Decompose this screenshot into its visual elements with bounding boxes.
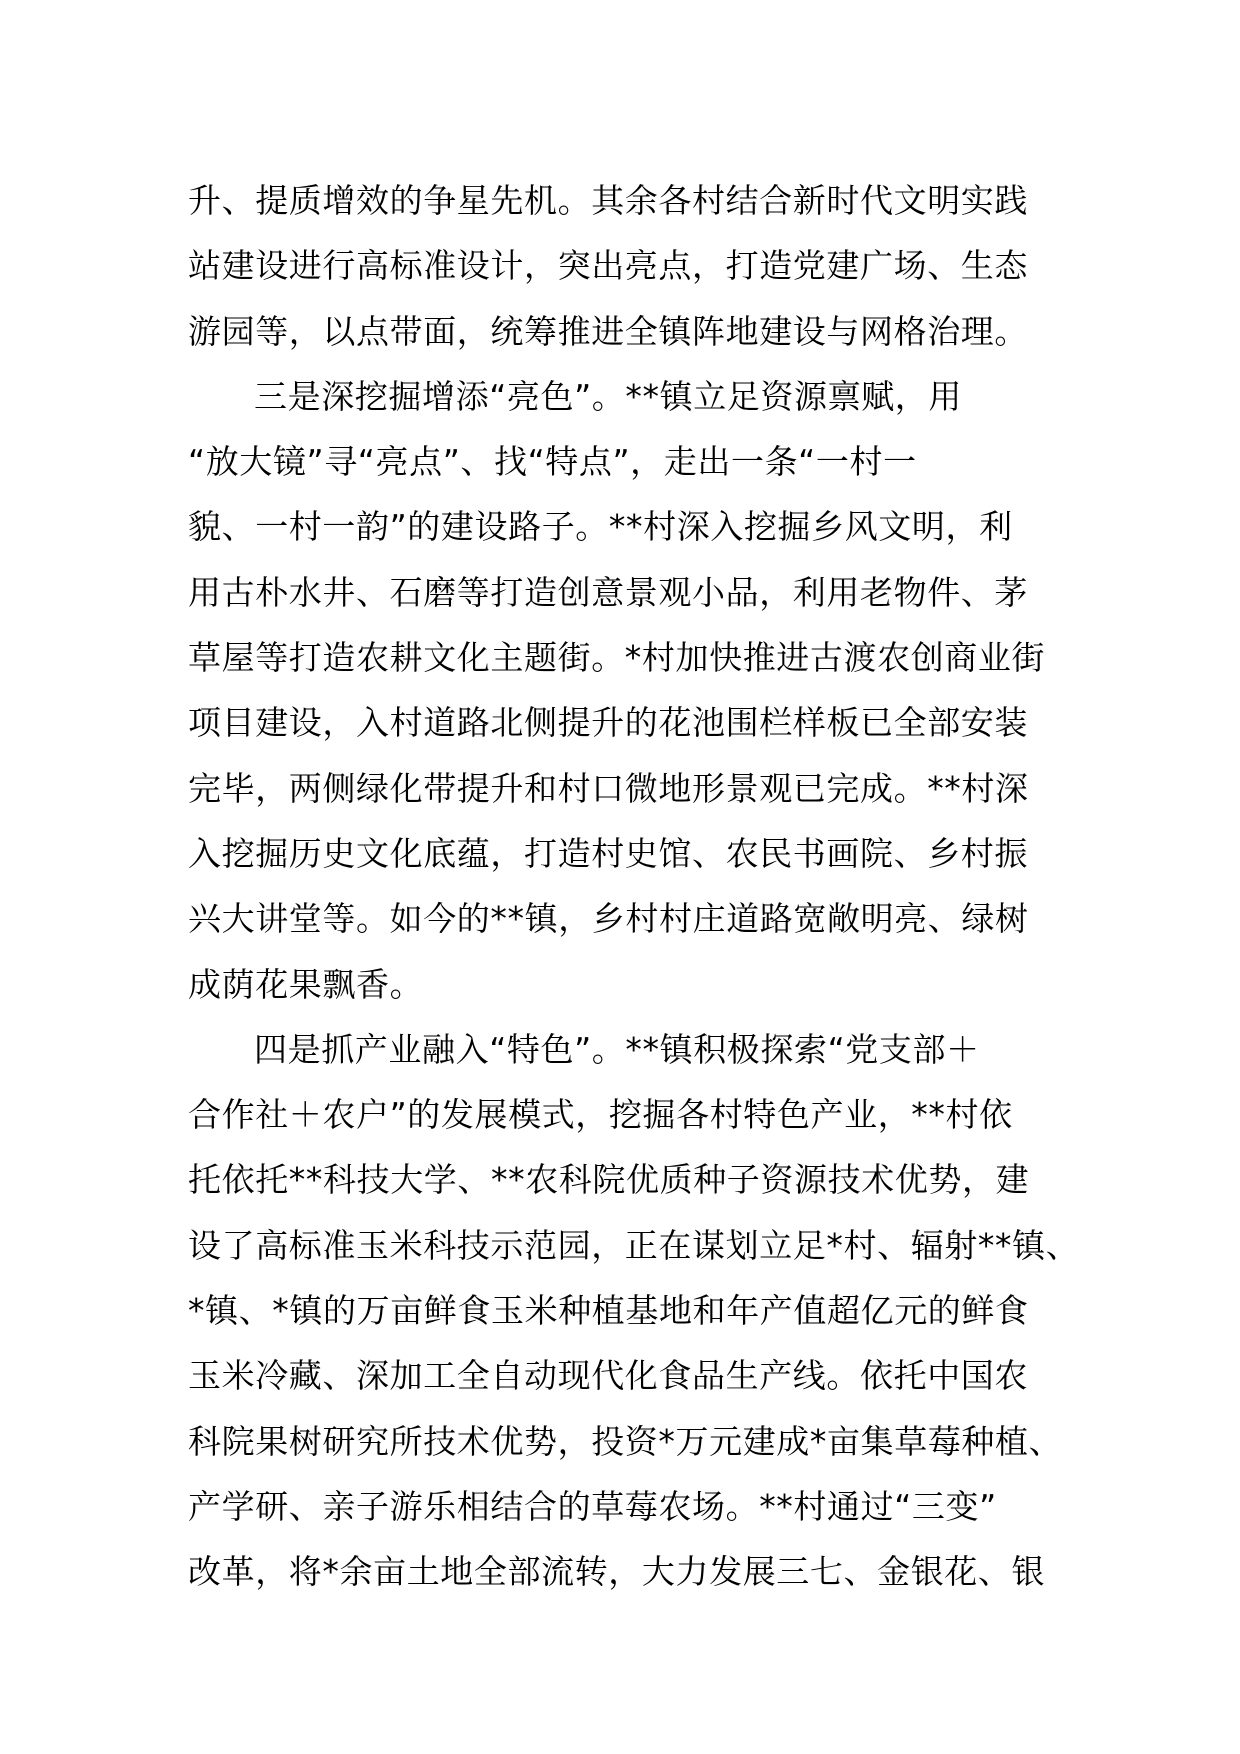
text-line: 入挖掘历史文化底蕴，打造村史馆、农民书画院、乡村振	[188, 833, 1028, 873]
text-line: 兴大讲堂等。如今的**镇，乡村村庄道路宽敞明亮、绿树	[188, 899, 1029, 939]
text-line: “放大镜”寻“亮点”、找“特点”，走出一条“一村一	[188, 442, 917, 482]
text-line: 完毕，两侧绿化带提升和村口微地形景观已完成。**村深	[188, 768, 1029, 808]
body-text	[188, 168, 1088, 1605]
paragraph-start-line: 三是深挖掘增添“亮色”。**镇立足资源禀赋，用	[254, 376, 962, 416]
text-line: 升、提质增效的争星先机。其余各村结合新时代文明实践	[188, 181, 1028, 220]
text-line: 玉米冷藏、深加工全自动现代化食品生产线。依托中国农	[188, 1356, 1028, 1396]
text-line: 草屋等打造农耕文化主题街。*村加快推进古渡农创商业街	[188, 638, 1046, 678]
text-line: 貌、一村一韵”的建设路子。**村深入挖掘乡风文明，利	[188, 507, 1013, 547]
text-line: 项目建设，入村道路北侧提升的花池围栏样板已全部安装	[188, 703, 1028, 743]
text-line: 合作社＋农户”的发展模式，挖掘各村特色产业，**村依	[188, 1095, 1013, 1135]
text-line: 用古朴水井、石磨等打造创意景观小品，利用老物件、茅	[188, 572, 1028, 612]
text-line: 托依托**科技大学、**农科院优质种子资源技术优势，建	[188, 1160, 1030, 1200]
text-line: 站建设进行高标准设计，突出亮点，打造党建广场、生态	[188, 246, 1028, 286]
text-line: 设了高标准玉米科技示范园，正在谋划立足*村、辐射**镇、	[188, 1225, 1080, 1265]
text-line: 产学研、亲子游乐相结合的草莓农场。**村通过“三变”	[188, 1486, 997, 1526]
text-line: 游园等，以点带面，统筹推进全镇阵地建设与网格治理。	[188, 311, 1028, 351]
text-line: 科院果树研究所技术优势，投资*万元建成*亩集草莓种植、	[188, 1421, 1063, 1461]
text-line: *镇、*镇的万亩鲜食玉米种植基地和年产值超亿元的鲜食	[188, 1291, 1029, 1331]
text-line: 成荫花果飘香。	[188, 964, 424, 1004]
paragraph-start-line: 四是抓产业融入“特色”。**镇积极探索“党支部＋	[254, 1029, 980, 1069]
text-line: 改革，将*余亩土地全部流转，大力发展三七、金银花、银	[188, 1552, 1046, 1592]
